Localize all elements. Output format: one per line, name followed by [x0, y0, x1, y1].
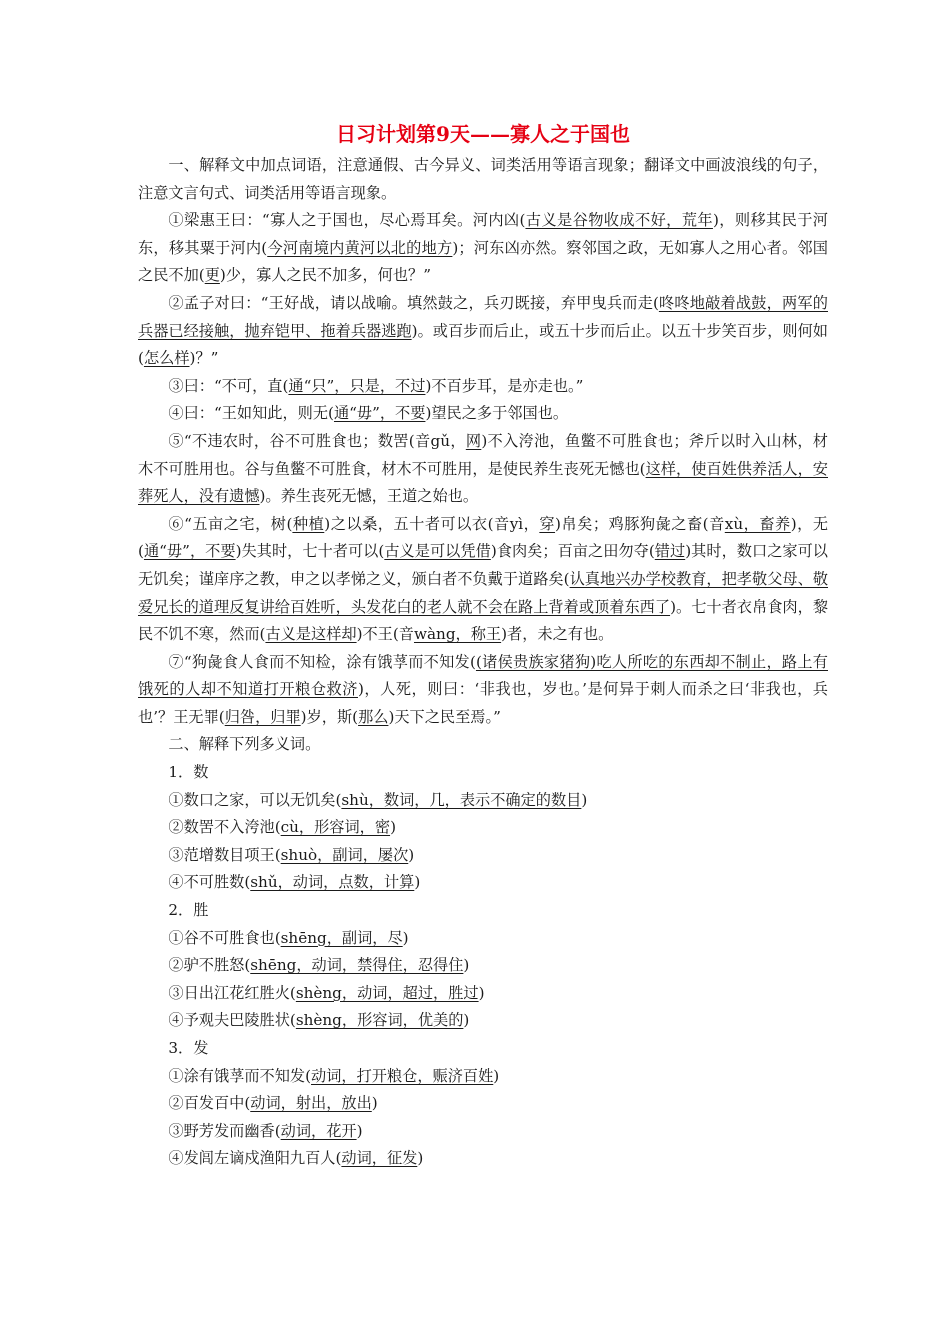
- word-item: [138, 925, 828, 953]
- text-paragraph: [138, 511, 828, 649]
- item-text: ③日出江花红胜火(: [168, 983, 296, 1002]
- item-text: ④发闾左谪戍渔阳九百人(: [168, 1149, 342, 1168]
- source-text: )，则移其民于河东，移其粟于河内(: [138, 211, 828, 257]
- item-end: ): [390, 818, 396, 837]
- answer-text: cù，形容词，密: [280, 818, 391, 837]
- source-text: )之以桑，五十者可以衣(音yì，: [324, 514, 540, 533]
- answer-text: 动词，射出，放出: [250, 1094, 372, 1113]
- answer-text: 今河南境内黄河以北的地方: [267, 238, 453, 257]
- item-end: ): [356, 1121, 363, 1140]
- item-end: ): [371, 1094, 378, 1113]
- item-text: ①谷不可胜食也(: [168, 928, 281, 947]
- source-text: )不入洿池，鱼鳖不可胜食也；斧斤以时入山林，材木不可胜用也。谷与鱼鳖不可胜食，材木不可胜用，是使民养生丧死无憾也(: [138, 431, 828, 478]
- source-text: ⑥“五亩之宅，树(: [168, 514, 293, 533]
- answer-text: 错过: [654, 542, 686, 561]
- item-text: ①数口之家，可以无饥矣(: [168, 790, 342, 809]
- word-item: [138, 814, 828, 842]
- answer-text: 归咎，归罪: [224, 707, 301, 726]
- answer-text: shèng，动词，超过，胜过: [295, 983, 479, 1002]
- answer-text: shǔ，动词，点数，计算: [250, 873, 415, 892]
- section2-heading: 二、解释下列多义词。: [168, 735, 321, 754]
- source-text: ⑦“狗彘食人食而不知检，涂有饿莩而不知发(: [168, 652, 476, 671]
- text-paragraph: [138, 373, 828, 401]
- item-text: ③范增数目项王(: [168, 845, 281, 864]
- source-text: )失其时，七十者可以(: [235, 542, 385, 561]
- word-item: [138, 1118, 828, 1146]
- answer-text: 怎么样: [143, 349, 190, 368]
- word-item: [138, 952, 828, 980]
- item-text: ①涂有饿莩而不知发(: [168, 1066, 312, 1085]
- answer-text: 动词，花开: [280, 1121, 357, 1140]
- word-group-label: 2．胜: [168, 901, 209, 920]
- answer-text: 种植: [292, 514, 325, 533]
- source-text: )不王(音: [356, 625, 414, 644]
- section2-groups: [138, 759, 828, 1173]
- source-text: )者，未之有也。: [501, 625, 614, 644]
- source-text: ①梁惠王曰：“寡人之于国也，尽心焉耳矣。河内凶(: [168, 211, 526, 230]
- answer-text: 网: [465, 431, 482, 450]
- item-end: ): [493, 1066, 500, 1085]
- answer-text: wàng，称王: [413, 625, 502, 644]
- answer-text: 通“只”，只是，不过: [288, 376, 426, 395]
- answer-text: shù，数词，几，表示不确定的数目: [341, 790, 582, 809]
- source-text: )岁，斯(: [300, 707, 359, 726]
- answer-text: shuò，副词，屡次: [280, 845, 409, 864]
- item-end: ): [463, 956, 470, 975]
- item-end: ): [581, 790, 588, 809]
- word-item: [138, 1145, 828, 1173]
- item-text: ④不可胜数(: [168, 873, 251, 892]
- source-text: )，人死，则曰：‘非我也，岁也。’是何异于刺人而杀之曰‘非我也，兵也’？王无罪(: [138, 680, 828, 726]
- answer-text: 这样，使百姓供养活人，安葬死人，没有遗憾: [138, 459, 828, 506]
- answer-text: 认真地兴办学校教育，把孝敬父母、敬爱兄长的道理反复讲给百姓听，头发花白的老人就不会在路上背着或顶着东西了: [138, 569, 829, 616]
- text-paragraph: [138, 290, 828, 373]
- answer-text: 动词，征发: [341, 1149, 418, 1168]
- answer-text: 动词，打开粮仓，赈济百姓: [311, 1066, 494, 1085]
- source-text: )不百步耳，是亦走也。”: [425, 376, 584, 395]
- word-item: [138, 980, 828, 1008]
- answer-text: 古义是这样却: [265, 625, 357, 644]
- word-item: [138, 787, 828, 815]
- source-text: )。或百步而后止，或五十步而后止。以五十步笑百步，则何如(: [138, 321, 828, 368]
- source-text: )？”: [189, 349, 219, 368]
- source-text: ④曰：“王如知此，则无(: [168, 404, 334, 423]
- answer-text: shèng，形容词，优美的: [295, 1011, 464, 1030]
- item-text: ④予观夫巴陵胜状(: [168, 1011, 296, 1030]
- source-text: )，无(: [138, 514, 829, 561]
- source-text: ③曰：“不可，直(: [168, 376, 289, 395]
- word-item: [138, 842, 828, 870]
- source-text: )帛矣；鸡豚狗彘之畜(音: [555, 514, 725, 533]
- source-text: )。养生丧死无憾，王道之始也。: [259, 487, 479, 506]
- source-text: )；河东凶亦然。察邻国之政，无如寡人之用心者。邻国之民不加(: [138, 238, 828, 285]
- answer-text: 穿: [539, 514, 556, 533]
- item-end: ): [478, 983, 485, 1002]
- section1-paragraphs: [138, 207, 828, 731]
- source-text: )天下之民至焉。”: [388, 707, 501, 726]
- text-paragraph: [138, 400, 828, 428]
- answer-text: 古义是可以凭借: [384, 542, 491, 561]
- source-text: )。七十者衣帛食肉，黎民不饥不寒，然而(: [138, 597, 829, 644]
- text-paragraph: [138, 649, 828, 732]
- answer-text: 古义是谷物收成不好，荒年: [525, 211, 713, 230]
- answer-text: shēng，动词，禁得住，忍得住: [250, 956, 464, 975]
- document-title: 日习计划第9天——寡人之于国也: [336, 122, 630, 146]
- text-paragraph: [138, 207, 828, 290]
- word-item: [138, 1063, 828, 1091]
- answer-text: 通“毋”，不要: [143, 542, 236, 561]
- source-text: )其时，数口之家可以无饥矣；谨庠序之教，申之以孝悌之义，颁白者不负戴于道路矣(: [138, 542, 828, 588]
- item-end: ): [463, 1011, 470, 1030]
- item-text: ③野芳发而幽香(: [168, 1121, 281, 1140]
- item-end: ): [414, 873, 421, 892]
- item-end: ): [408, 845, 415, 864]
- source-text: ②孟子对曰：“王好战，请以战喻。填然鼓之，兵刃既接，弃甲曳兵而走(: [168, 293, 659, 312]
- item-text: ②数罟不入洿池(: [168, 818, 281, 837]
- answer-text: 咚咚地敲着战鼓，两军的兵器已经接触，抛弃铠甲、拖着兵器逃跑: [138, 293, 828, 340]
- word-item: [138, 1007, 828, 1035]
- word-item: [138, 1090, 828, 1118]
- document-page: [138, 118, 828, 1173]
- item-end: ): [417, 1149, 424, 1168]
- word-item: [138, 869, 828, 897]
- answer-text: xù，畜养: [724, 514, 791, 533]
- answer-text: (诸侯贵族家猪狗)吃人所吃的东西却不制止，路上有饿死的人却不知道打开粮仓救济: [138, 652, 828, 699]
- word-group-label: 1．数: [168, 763, 209, 782]
- answer-text: 通“毋”，不要: [333, 404, 426, 423]
- word-group-label: 3．发: [168, 1039, 209, 1057]
- answer-text: 那么: [358, 707, 389, 726]
- answer-text: 更: [204, 266, 220, 285]
- item-text: ②百发百中(: [168, 1094, 251, 1113]
- source-text: ⑤“不违农时，谷不可胜食也；数罟(音gǔ，: [168, 431, 466, 450]
- answer-text: shēng，副词，尽: [280, 928, 403, 947]
- source-text: )少，寡人之民不加多，何也？”: [219, 266, 432, 285]
- source-text: )食肉矣；百亩之田勿夺(: [490, 542, 655, 561]
- item-end: ): [402, 928, 409, 947]
- text-paragraph: [138, 428, 828, 511]
- source-text: )望民之多于邻国也。: [425, 404, 569, 423]
- section1-heading: 一、解释文中加点词语，注意通假、古今异义、词类活用等语言现象；翻译文中画波浪线的句子，注意文言句式、词类活用等语言现象。: [138, 156, 828, 202]
- item-text: ②驴不胜怒(: [168, 956, 251, 975]
